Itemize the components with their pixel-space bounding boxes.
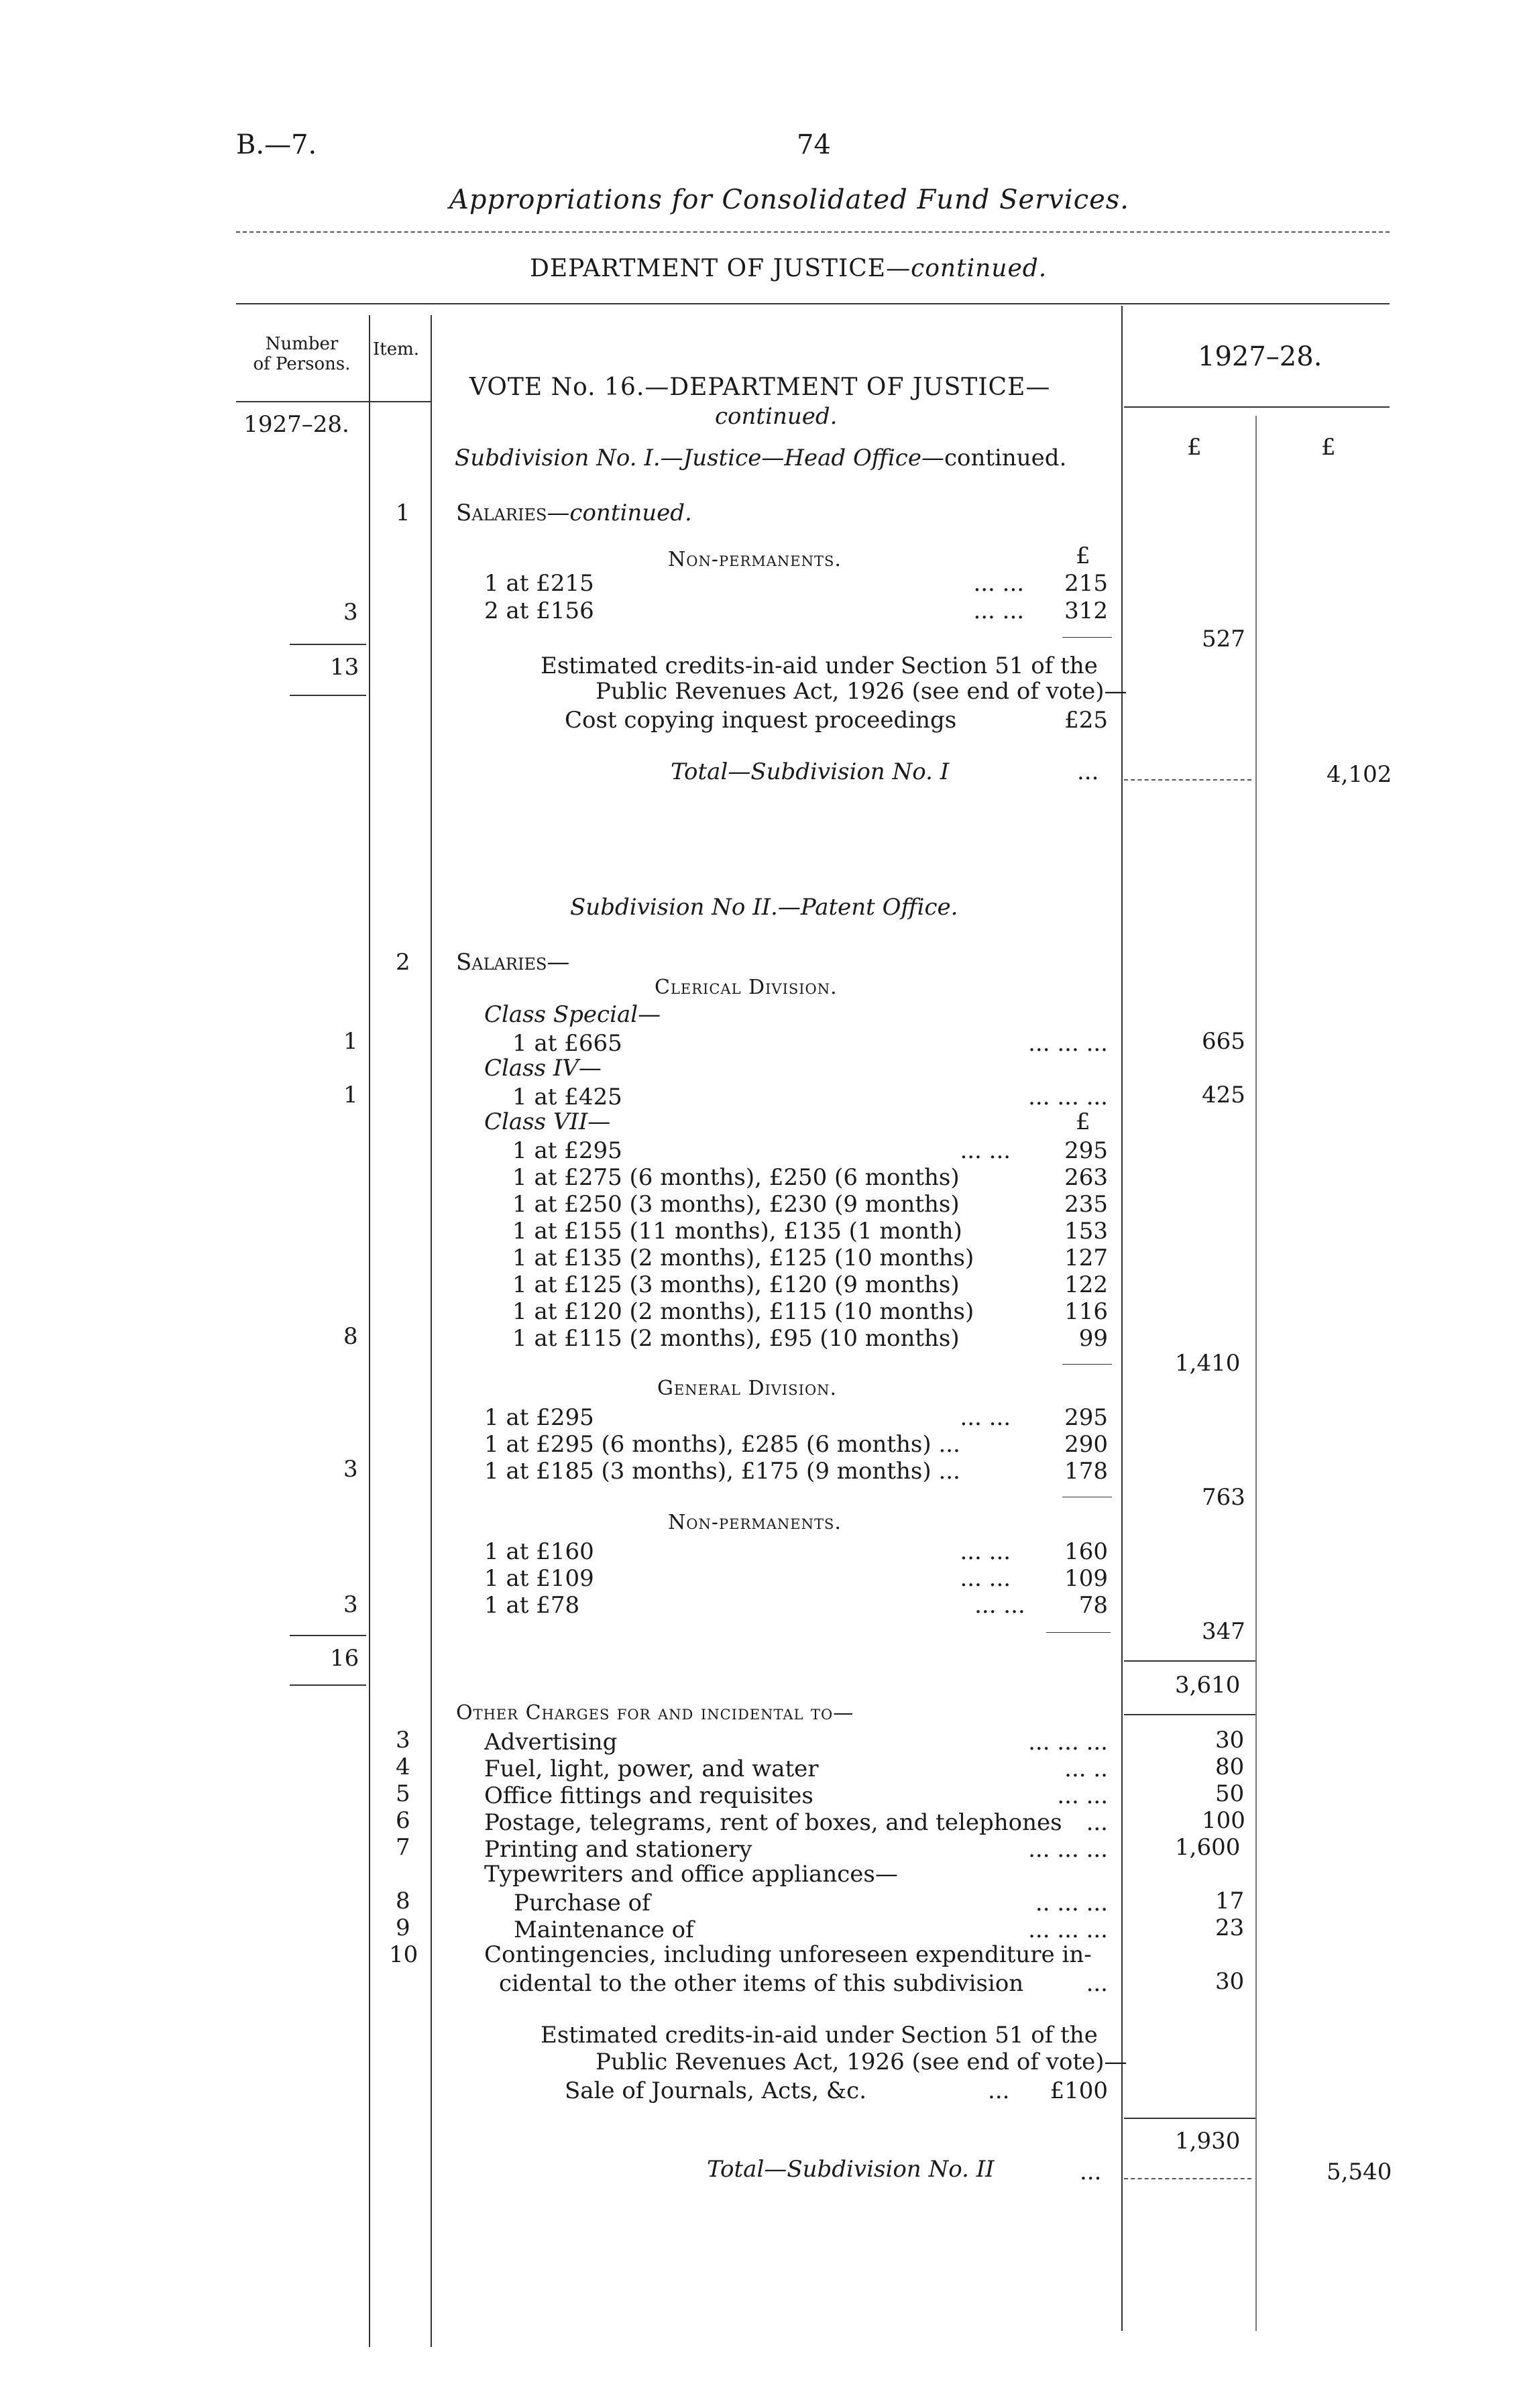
sub1-title-main: Subdivision No. I.—Justice—Head Office—	[455, 445, 944, 471]
line-amount: 127	[1064, 1245, 1108, 1271]
sub2-vii-line-3	[512, 1191, 1108, 1218]
sub1-title-cont: continued.	[944, 445, 1067, 471]
title-rule	[236, 231, 1390, 233]
other-amount: 100	[1202, 1807, 1245, 1834]
sub1-salaries	[456, 502, 692, 524]
sub2-iv-line	[512, 1084, 1108, 1110]
header-item: Item.	[373, 339, 420, 359]
other-line-fittings	[484, 1782, 1108, 1809]
sub2-gen-total: 763	[1202, 1484, 1245, 1511]
other-item-no: 7	[396, 1834, 410, 1861]
other-contingencies-2	[499, 1970, 1108, 1997]
sub2-nonperm-heading: Non-permanents.	[668, 1511, 842, 1534]
page-number: 74	[797, 129, 831, 160]
line-label: 1 at £78	[484, 1592, 580, 1619]
sub1-title	[455, 447, 1066, 469]
sub1-credits-3	[565, 707, 1108, 734]
sub2-total-dots: ...	[1080, 2159, 1102, 2185]
sub1-pound: £	[1076, 542, 1090, 569]
line-amount: 312	[1064, 597, 1108, 624]
line-label: 1 at £250 (3 months), £230 (9 months)	[512, 1191, 960, 1218]
line-label: 1 at £185 (3 months), £175 (9 months) ...	[484, 1458, 960, 1485]
sub1-item-no: 1	[396, 500, 410, 526]
credits-label: Sale of Journals, Acts, &c.	[565, 2077, 867, 2104]
sub2-special-amount: 665	[1202, 1028, 1245, 1055]
sub2-item-no: 2	[396, 949, 410, 976]
line-label: 2 at £156	[484, 597, 594, 624]
line-label: Office fittings and requisites	[484, 1782, 813, 1809]
line-dots: ...	[1086, 1970, 1108, 1997]
header-year-left: 1927–28.	[243, 411, 349, 438]
sub2-salaries-rule	[1124, 1660, 1255, 1662]
line-dots: ... ... ...	[1028, 1030, 1108, 1057]
sub2-vii-line-8	[512, 1325, 1108, 1352]
sub1-line-1	[484, 570, 1108, 597]
line-dots: ... ... ...	[1028, 1836, 1108, 1863]
vote-cont: continued.	[715, 403, 838, 430]
sub2-iv-persons: 1	[343, 1082, 358, 1108]
sub2-total-label: Total—Subdivision No. II	[707, 2156, 995, 2183]
sub2-vii-line-4	[512, 1218, 1108, 1245]
col-rule-amount	[1121, 306, 1123, 2331]
line-label: 1 at £125 (3 months), £120 (9 months)	[512, 1271, 960, 1298]
sub1-sum-rule	[1062, 637, 1112, 638]
sub2-gen-line-3	[484, 1458, 1108, 1485]
line-dots: ... ..	[1064, 1756, 1108, 1782]
credits-label: Cost copying inquest proceedings	[565, 707, 957, 734]
line-label: 1 at £115 (2 months), £95 (10 months)	[512, 1325, 960, 1352]
line-label: 1 at £665	[512, 1030, 622, 1057]
line-dots: ... ...	[960, 1538, 1011, 1565]
sub2-np-total: 347	[1202, 1618, 1245, 1645]
line-amount: 116	[1064, 1298, 1108, 1325]
header-rule-right	[1124, 406, 1390, 408]
other-item-no: 10	[389, 1941, 418, 1968]
sub2-other-heading: Other Charges for and incidental to—	[456, 1701, 854, 1725]
sub2-salaries-total: 3,610	[1175, 1672, 1241, 1699]
header-rule-left	[236, 401, 431, 402]
sub1-nonperm-heading: Non-permanents.	[668, 548, 842, 571]
line-amount: 178	[1064, 1458, 1108, 1485]
sub2-iv-amount: 425	[1202, 1082, 1245, 1108]
sub2-vii-persons: 8	[343, 1323, 358, 1350]
other-typewriters: Typewriters and office appliances—	[484, 1861, 898, 1888]
sub1-total: 4,102	[1327, 761, 1392, 788]
department-heading	[530, 257, 1047, 281]
line-label: 1 at £120 (2 months), £115 (10 months)	[512, 1298, 974, 1325]
credits-dots: ...	[988, 2077, 1010, 2104]
other-amount: 23	[1215, 1914, 1245, 1941]
sub2-np-persons: 3	[343, 1591, 358, 1618]
line-dots: ... ... ...	[1028, 1084, 1108, 1110]
sub2-vii-pound: £	[1076, 1108, 1090, 1135]
line-label: Printing and stationery	[484, 1836, 752, 1863]
other-amount: 30	[1215, 1968, 1245, 1995]
line-label: Maintenance of	[514, 1916, 694, 1943]
sub2-vii-line-6	[512, 1271, 1108, 1298]
sub2-special-persons: 1	[343, 1028, 358, 1055]
header-num-persons-line2: of Persons.	[253, 354, 351, 374]
other-amount: 30	[1215, 1727, 1245, 1754]
line-amount: 109	[1064, 1565, 1108, 1592]
sub1-persons-rule-2	[290, 695, 366, 696]
line-label: 1 at £295	[512, 1137, 622, 1164]
other-item-no: 3	[396, 1727, 410, 1754]
sub2-clerical-heading: Clerical Division.	[655, 976, 838, 999]
sub1-credits-2: Public Revenues Act, 1926 (see end of vote)—	[596, 678, 1127, 705]
sub1-line-2	[484, 597, 1108, 624]
line-dots: ... ...	[960, 1404, 1011, 1431]
sub1-salaries-label: Salaries—	[456, 500, 570, 526]
line-label: 1 at £135 (2 months), £125 (10 months)	[512, 1245, 974, 1271]
other-line-fuel	[484, 1756, 1108, 1782]
sub2-credits-2: Public Revenues Act, 1926 (see end of vote)—	[596, 2049, 1127, 2075]
line-dots: .. ... ...	[1035, 1890, 1108, 1916]
other-line-purchase	[514, 1890, 1108, 1916]
line-label: Fuel, light, power, and water	[484, 1756, 819, 1782]
sub2-vii-line-2	[512, 1164, 1108, 1191]
line-dots: ... ...	[973, 597, 1025, 624]
line-dots: ... ... ...	[1028, 1916, 1108, 1943]
line-label: Postage, telegrams, rent of boxes, and telephones	[484, 1809, 1062, 1836]
sub2-vii-rule	[1062, 1364, 1112, 1365]
sub2-salaries: Salaries—	[456, 949, 570, 976]
sub2-gen-line-1	[484, 1404, 1108, 1431]
line-dots: ... ...	[960, 1137, 1011, 1164]
page-ref: B.—7.	[236, 129, 317, 160]
line-dots: ... ...	[960, 1565, 1011, 1592]
sub2-persons-total: 16	[330, 1645, 359, 1672]
line-amount: 153	[1064, 1218, 1108, 1245]
other-amount: 80	[1215, 1754, 1245, 1780]
other-amount: 1,600	[1175, 1834, 1241, 1861]
line-amount: 99	[1078, 1325, 1108, 1352]
line-amount: 78	[1078, 1592, 1108, 1619]
line-label: 1 at £109	[484, 1565, 594, 1592]
page-title: Appropriations for Consolidated Fund Services.	[449, 184, 1130, 215]
sub2-persons-rule	[290, 1635, 366, 1636]
sub2-gen-persons: 3	[343, 1456, 358, 1483]
other-line-maintenance	[514, 1916, 1108, 1943]
header-pound-b: £	[1321, 434, 1336, 461]
department-name: DEPARTMENT OF JUSTICE	[530, 255, 887, 282]
sub2-vii-line-7	[512, 1298, 1108, 1325]
sub1-total-label: Total—Subdivision No. I	[671, 758, 950, 785]
line-label: Purchase of	[514, 1890, 651, 1916]
sub2-np-line-1	[484, 1538, 1108, 1565]
other-amount: 50	[1215, 1780, 1245, 1807]
other-amount: 17	[1215, 1888, 1245, 1914]
line-amount: 263	[1064, 1164, 1108, 1191]
header-num-persons-line1: Number	[265, 334, 339, 354]
other-line-advertising	[484, 1729, 1108, 1756]
sub2-title: Subdivision No II.—Patent Office.	[570, 894, 958, 921]
sub2-class-special: Class Special—	[484, 1001, 661, 1028]
credits-amount: £100	[1050, 2077, 1108, 2104]
other-item-no: 5	[396, 1780, 410, 1807]
col-rule-persons	[369, 315, 370, 2347]
sub1-persons-3: 3	[343, 599, 358, 626]
table-top-rule	[236, 303, 1390, 304]
line-dots: ... ...	[973, 570, 1025, 597]
line-dots: ... ...	[1057, 1782, 1108, 1809]
header-pound-a: £	[1187, 434, 1202, 461]
other-contingencies-1: Contingencies, including unforeseen expenditure in-	[484, 1941, 1092, 1968]
sub2-credits-1: Estimated credits-in-aid under Section 51 of the	[541, 2022, 1098, 2049]
line-label: 1 at £295 (6 months), £285 (6 months) ...	[484, 1431, 960, 1458]
sub2-other-total: 1,930	[1175, 2128, 1241, 2155]
sub1-salaries-cont: continued.	[569, 500, 692, 526]
other-item-no: 4	[396, 1754, 410, 1780]
sub2-np-rule	[1046, 1632, 1111, 1633]
sub2-other-rule	[1124, 2118, 1255, 2119]
sub2-salaries-rule-2	[1124, 1714, 1255, 1715]
other-item-no: 6	[396, 1807, 410, 1834]
line-label: 1 at £275 (6 months), £250 (6 months)	[512, 1164, 960, 1191]
line-amount: 235	[1064, 1191, 1108, 1218]
sub2-np-line-2	[484, 1565, 1108, 1592]
line-dots: ... ...	[974, 1592, 1025, 1619]
col-rule-item	[431, 315, 432, 2347]
sub2-vii-line-1	[512, 1137, 1108, 1164]
sub2-special-line	[512, 1030, 1108, 1057]
department-cont: —continued.	[886, 255, 1048, 282]
line-label: cidental to the other items of this subdivision	[499, 1970, 1024, 1997]
sub2-class-vii: Class VII—	[484, 1108, 611, 1135]
sub1-credits-1: Estimated credits-in-aid under Section 51 of the	[541, 652, 1098, 679]
sub2-credits-3	[565, 2077, 1108, 2104]
sub1-total-dots: ...	[1077, 758, 1099, 785]
other-item-no: 9	[396, 1914, 410, 1941]
sub2-persons-rule-2	[290, 1684, 366, 1686]
line-amount: 290	[1064, 1431, 1108, 1458]
sub1-persons-rule	[290, 644, 366, 645]
line-dots: ...	[1086, 1809, 1108, 1836]
line-amount: 215	[1064, 570, 1108, 597]
header-year-right: 1927–28.	[1198, 341, 1322, 372]
vote-heading: VOTE No. 16.—DEPARTMENT OF JUSTICE—	[469, 374, 1051, 401]
sub2-gen-line-2	[484, 1431, 1108, 1458]
line-label: Advertising	[484, 1729, 618, 1756]
credits-amount: £25	[1064, 707, 1108, 734]
line-amount: 160	[1064, 1538, 1108, 1565]
col-rule-subtotal	[1255, 416, 1257, 2331]
line-dots: ... ... ...	[1028, 1729, 1108, 1756]
other-line-postage	[484, 1809, 1108, 1836]
sub2-class-iv: Class IV—	[484, 1055, 602, 1082]
line-label: 1 at £160	[484, 1538, 594, 1565]
sub1-persons-total: 13	[330, 654, 359, 681]
line-label: 1 at £155 (11 months), £135 (1 month)	[512, 1218, 962, 1245]
sub2-vii-line-5	[512, 1245, 1108, 1271]
line-amount: 295	[1064, 1137, 1108, 1164]
other-item-no: 8	[396, 1888, 410, 1914]
line-label: 1 at £295	[484, 1404, 594, 1431]
line-label: 1 at £215	[484, 570, 594, 597]
sub2-vii-total: 1,410	[1175, 1350, 1241, 1377]
line-amount: 295	[1064, 1404, 1108, 1431]
sub2-total-rule	[1124, 2178, 1251, 2179]
header-num-persons	[236, 334, 368, 374]
sub2-np-line-3	[484, 1592, 1108, 1619]
sub1-subtotal: 527	[1202, 626, 1245, 652]
sub2-general-heading: General Division.	[657, 1377, 838, 1400]
sub1-total-rule	[1124, 779, 1251, 781]
line-label: 1 at £425	[512, 1084, 622, 1110]
line-amount: 122	[1064, 1271, 1108, 1298]
other-line-printing	[484, 1836, 1108, 1863]
sub2-total: 5,540	[1327, 2159, 1392, 2185]
